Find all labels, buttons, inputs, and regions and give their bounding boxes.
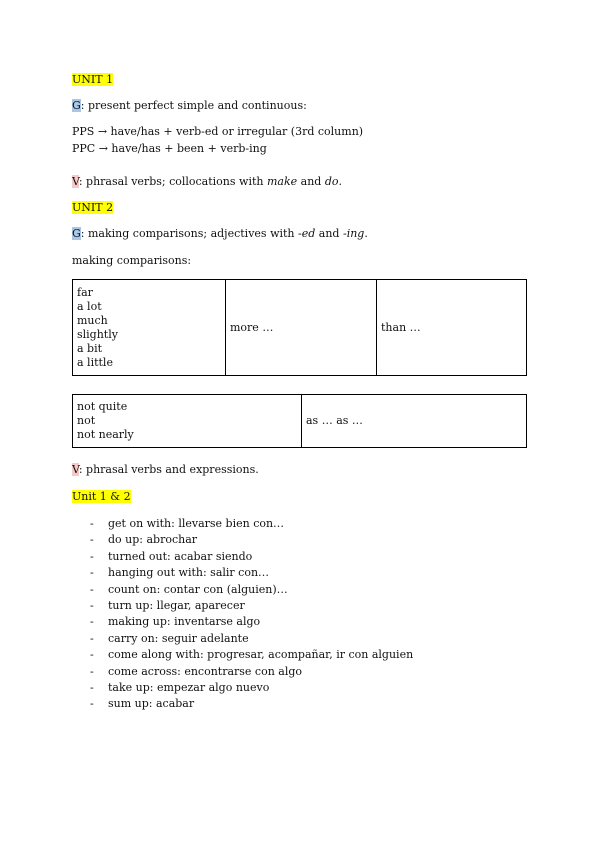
list-item-text: come across: encontrarse con algo (108, 664, 303, 678)
list-item (90, 648, 413, 662)
more-cell (225, 280, 376, 375)
unit2-grammar-line (72, 227, 368, 241)
pps-line: PPS → have/has + verb-ed or irregular (3rd column) (72, 125, 364, 138)
grammar-ed: -ed (298, 227, 316, 240)
list-item-text: count on: contar con (alguien)… (108, 582, 288, 596)
list-item-text: come along with: progresar, acompañar, ir con alguien (108, 648, 414, 662)
comparison-table-as (72, 394, 527, 448)
vocab-and: and (297, 175, 325, 188)
list-item (90, 632, 249, 646)
comparisons-subheading: making comparisons: (72, 254, 192, 267)
grammar-ing: -ing (342, 227, 365, 240)
negative-not-quite: not quite (77, 400, 128, 413)
list-dash: - (90, 697, 94, 711)
list-dash: - (90, 549, 94, 563)
list-dash: - (90, 615, 94, 629)
modifier-a-little: a little (77, 355, 113, 369)
unit12-heading (72, 490, 131, 504)
unit2-grammar-text: : making comparisons; adjectives with (80, 227, 299, 240)
vocab-tag: V (72, 463, 79, 476)
modifier-a-bit: a bit (77, 341, 103, 355)
ppc-line: PPC → have/has + been + verb-ing (72, 142, 267, 155)
grammar-tag: G (72, 99, 81, 112)
list-item-text: get on with: llevarse bien con… (108, 517, 285, 530)
negative-not-nearly: not nearly (77, 428, 134, 441)
unit1-grammar-line (72, 99, 307, 113)
list-item (90, 566, 269, 580)
list-item (90, 583, 288, 597)
list-item (90, 599, 245, 613)
comparison-table-more (72, 279, 527, 376)
list-item (90, 697, 194, 711)
as-as-text: as … as … (306, 414, 363, 427)
vocab-do: do (324, 175, 339, 188)
more-text: more … (230, 320, 274, 334)
vocab-end: . (338, 175, 342, 188)
list-item-text: turned out: acabar siendo (108, 549, 253, 563)
list-dash: - (90, 681, 94, 694)
list-item-text: take up: empezar algo nuevo (108, 681, 270, 694)
than-text: than … (381, 320, 421, 334)
unit2-vocab-line (72, 463, 259, 477)
vocab-make: make (266, 175, 298, 188)
modifier-slightly: slightly (77, 327, 118, 341)
list-dash: - (90, 599, 94, 612)
list-dash: - (90, 631, 94, 645)
list-item (90, 550, 252, 564)
list-item-text: do up: abrochar (108, 533, 198, 547)
negative-not: not (77, 414, 96, 427)
unit1-vocab-text: : phrasal verbs; collocations with (78, 175, 267, 188)
negatives-cell (73, 395, 301, 447)
grammar-end: . (364, 227, 368, 240)
unit12-heading-text: Unit 1 & 2 (72, 490, 131, 503)
as-as-cell (301, 395, 526, 447)
than-cell (376, 280, 526, 375)
list-dash: - (90, 664, 94, 678)
unit1-heading (72, 73, 113, 87)
unit2-heading-text: UNIT 2 (72, 201, 114, 214)
modifiers-cell (73, 280, 225, 375)
unit2-vocab-text: : phrasal verbs and expressions. (78, 463, 259, 476)
list-item (90, 533, 197, 547)
modifier-a-lot: a lot (77, 299, 102, 313)
grammar-and: and (315, 227, 343, 240)
unit1-grammar-text: : present perfect simple and continuous: (80, 99, 307, 112)
list-item-text: carry on: seguir adelante (108, 631, 249, 645)
list-dash: - (90, 517, 94, 530)
modifier-far: far (77, 285, 93, 299)
unit2-heading (72, 201, 113, 215)
grammar-tag: G (72, 227, 81, 240)
list-item-text: hanging out with: salir con… (108, 566, 270, 580)
vocab-tag: V (72, 175, 79, 188)
list-item (90, 681, 269, 695)
list-item (90, 665, 302, 679)
unit1-heading-text: UNIT 1 (72, 73, 114, 86)
list-dash: - (90, 582, 94, 596)
modifier-much: much (77, 313, 108, 327)
list-item-text: sum up: acabar (108, 697, 195, 711)
list-dash: - (90, 533, 94, 547)
list-item (90, 615, 260, 629)
unit1-vocab-line (72, 175, 342, 189)
list-item (90, 517, 284, 531)
list-dash: - (90, 566, 94, 580)
list-item-text: turn up: llegar, aparecer (108, 599, 245, 612)
list-dash: - (90, 648, 94, 662)
list-item-text: making up: inventarse algo (108, 615, 261, 629)
